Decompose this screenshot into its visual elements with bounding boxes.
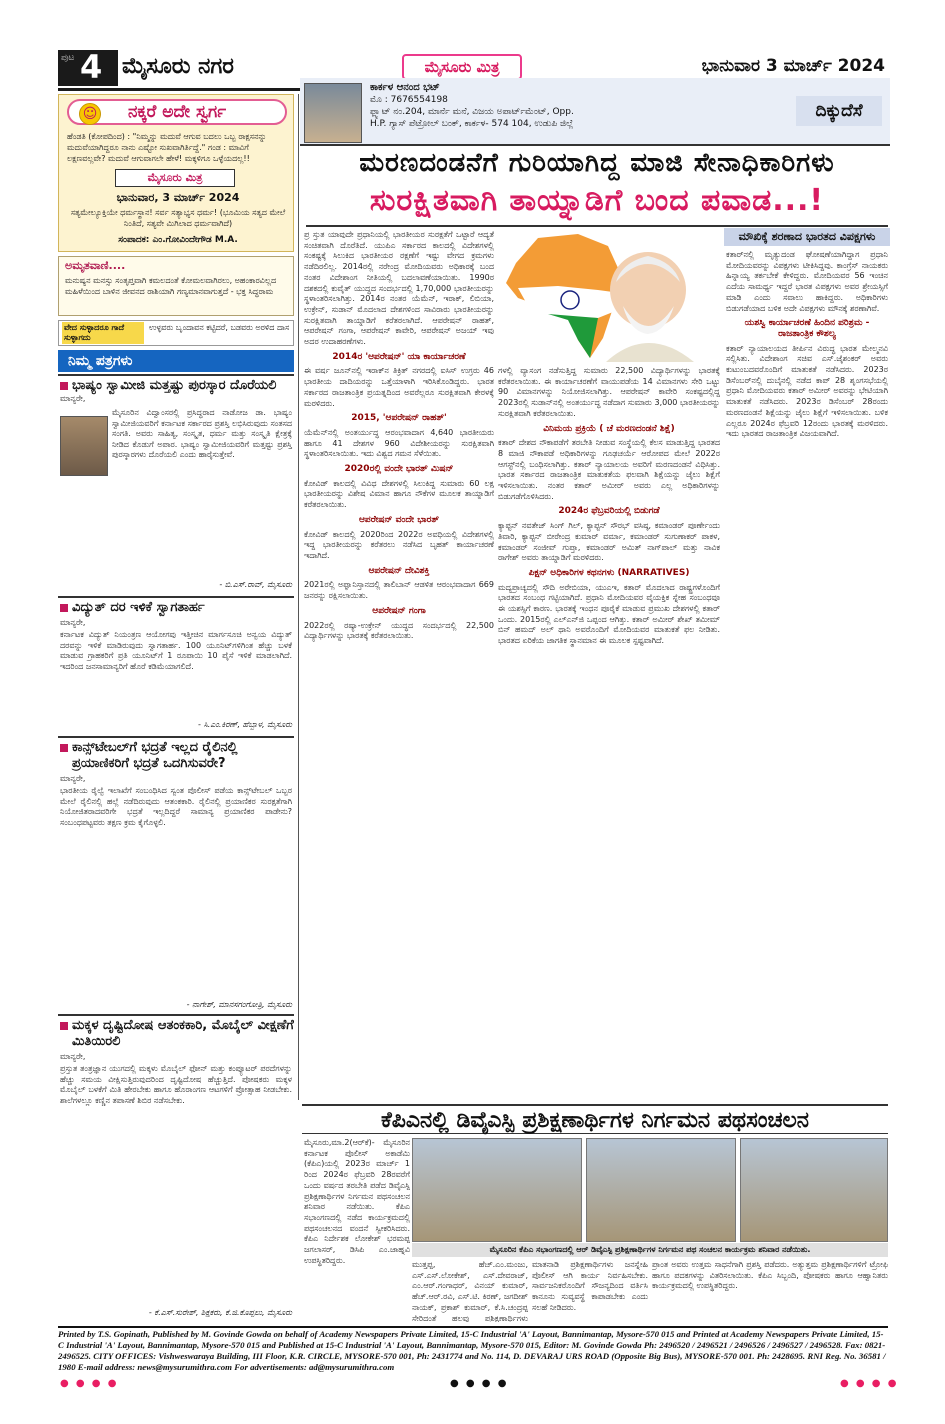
page-number: 4: [80, 48, 103, 86]
article-para: ಈ ವರ್ಷ ಜೂನ್‌ನಲ್ಲಿ ಇರಾಕ್‌ನ ತಿಕ್ರಿತ್ ನಗರದಲ್ಲಿ ಐಸಿಸ್ ಉಗ್ರರು 46 ಭಾರತೀಯ ದಾದಿಯರನ್ನು ಒತ್ತೆಯಾಳಾಗಿ ಇರಿಸಿಕೊಂಡಿದ್ದರು. ಭಾರತ ಸರ್ಕಾರದ ರಾಜತಾಂತ್ರಿಕ ಪ್ರಯತ್ನದಿಂದ ಅವರೆಲ್ಲರೂ ಸುರಕ್ಷಿತವಾಗಿ ಕೇರಳಕ್ಕೆ ಮರಳಿದರು.: [304, 366, 494, 408]
letter-salute: ಮಾನ್ಯರೇ,: [60, 1052, 86, 1061]
letter-title: ವಿದ್ಯುತ್ ದರ ಇಳಿಕೆ ಸ್ವಾಗತಾರ್ಹ: [58, 596, 294, 618]
column-name: ದಿಕ್ಕುದೆಸೆ: [796, 96, 882, 126]
letter-title: ಕಾನ್ಸ್‌ಟೇಬಲ್‌ಗೆ ಭದ್ರತೆ ಇಲ್ಲದ ರೈಲಿನಲ್ಲಿ ಪ್ರಯಾಣಿಕರಿಗೆ ಭದ್ರತೆ ಒದಗಿಸುವರೇ?: [58, 736, 294, 774]
letter-body: ಕರ್ನಾಟಕ ವಿದ್ಯುತ್ ನಿಯಂತ್ರಣ ಆಯೋಗವು ಇತ್ತೀಚಿನ ಮಾರ್ಗಸೂಚಿ ಅನ್ವಯ ವಿದ್ಯುತ್ ದರವನ್ನು ಇಳಿಕೆ ಮಾಡಿರುವುದು ಸ್ವಾಗತಾರ್ಹ. 100 ಯೂನಿಟ್‌ಗಳಿಗಿಂತ ಹೆಚ್ಚು ಬಳಕೆ ಮಾಡುವ ಗ್ರಾಹಕರಿಗೆ ಪ್ರತಿ ಯೂನಿಟ್‌ಗೆ 1 ರೂಪಾಯಿ 10 ಪೈಸೆ ಇಳಿಕೆ ಮಾಡಲಾಗಿದೆ. ಇದರಿಂದ ಜನಸಾಮಾನ್ಯರಿಗೆ ಹೊರೆ ಕಡಿಮೆಯಾಗಲಿದೆ.: [60, 630, 292, 671]
article-subhead: 2020ರಲ್ಲಿ ವಂದೇ ಭಾರತ್ ಮಿಷನ್: [344, 464, 454, 475]
portrait-photo: [60, 416, 108, 476]
mini-masthead: ಮೈಸೂರು ಮಿತ್ರ: [115, 169, 235, 187]
mini-date: ಭಾನುವಾರ, 3 ಮಾರ್ಚ್ 2024: [116, 191, 240, 204]
footer-rule: [58, 1326, 888, 1328]
registration-marks-icon: ● ● ● ●: [450, 1378, 509, 1389]
story2-column-2: ಮುತ್ತಪ್ಪ, ಹೆಚ್.ಎಂ.ಮಂಜು, ಎಸ್.ಎಸ್.ಲೋಕೇಶ್, ಎಸ್.ದೇವರಾಜ್, ಎಂ.ಆರ್.ಗಂಗಾಧರ್, ವಿನಯ್ ಕುಮಾರ್, ಹೆಚ್.ಆರ್.ರವಿ, ಎಸ್.ಟಿ. ಕಿರಣ್, ಜಗದೀಶ್ ನಾಯಕ್, ಪ್ರಕಾಶ್ ಕುಮಾರ್, ಕೆ.ಸಿ.ಚಂದ್ರಪ್ಪ ಸೇರಿದಂತೆ ಹಲವು ಪ್ರಶಿಕ್ಷಣಾರ್ಥಿಗಳು: [412, 1260, 528, 1322]
laughing-face-icon: ☺: [79, 103, 101, 125]
article-para: 2021ರಲ್ಲಿ ಅಫ್ಘಾನಿಸ್ತಾನದಲ್ಲಿ ತಾಲಿಬಾನ್ ಆಡಳಿತ ಆರಂಭವಾದಾಗ 669 ಜನರನ್ನು ರಕ್ಷಿಸಲಾಯಿತು.: [304, 580, 494, 601]
letter-signature: - ಬಿ.ಎಸ್.ರಾವ್, ಮೈಸೂರು: [219, 580, 292, 589]
modi-india-map-image: [498, 228, 722, 362]
imprint-footer: Printed by T.S. Gopinath, Published by M. Govinde Gowda on behalf of Academy Newspapers Private Limited, 15-C Industrial 'A' Layout, Bannimantap, Mysore-570 015 and Printed at Academy Newspapers Private Limited, 15-C Industrial 'A' Layout, Bannimantap, Mysore-570 015 and Published at 15-C Industrial 'A' Layout, Bannimantap, Mysore-570 015, Editor: M. Govinde Gowda Ph: 2496520 / 2496521 / 2496526 / 2496527 / 2496528. Fax: 0821-2496525. CITY OFFICES: Vishweswaraya Building, III Floor, K.R. CIRCLE, MYSORE-570 001, Ph: 2431774 and No. 114, D. DEVARAJ URS ROAD (Opposite Big Bus), MYSORE-570 001. Ph: 2428695. RNI Reg. No. 36581 / 1980 E-mail address: news@mysurumithra.com For advertisements: ad@mysurumithra.com: [58, 1329, 886, 1372]
joke-text: ಹೆಂಡತಿ (ಕೋಪದಿಂದ) : "ನಿಮ್ಮನ್ನು ಮದುವೆ ಆಗುವ ಬದಲು ಒಬ್ಬ ರಾಕ್ಷಸನನ್ನು ಮದುವೆಯಾಗಿದ್ದರೂ ನಾನು ಎಷ್ಟೋ ಸುಖವಾಗಿರ್ತಿದ್ದೆ." ಗಂಡ : ಮಾವಿಗೆ ಲಕ್ಷಣವಲ್ಲವೇ? ಮದುವೆ ಆಗುವಾಗಲೇ ಹೇಳೆ! ಮಕ್ಕಳಿಗೂ ಒಳ್ಳೆಯದಲ್ಲ!!: [67, 132, 267, 163]
article-subhead: 2015, 'ಆಪರೇಷನ್ ರಾಹತ್': [351, 413, 447, 424]
author-details: [370, 82, 574, 130]
quote-text: ಮನುಷ್ಯನ ಮನಸ್ಸು ಸಂತೃಪ್ತವಾಗಿ ಕಮಲದಂತೆ ಕೋಮಲವಾಗಿರಲು, ಅಹಂಕಾರವಿಲ್ಲದ ಮಹಿಳೆಯಿಂದ ಬಾಳಿನ ಜೀವನದ ರಾಶಿಯಾಗಿ ಗಣ್ಯಮಾನವಾಗುತ್ತದೆ - ಭಕ್ತ ಸಿದ್ಧರಾಮ: [65, 276, 277, 296]
letter-signature: - ನಾಗೇಶ್, ಮಾನಸಗಂಗೋತ್ರಿ, ಮೈಸೂರು: [186, 1000, 292, 1009]
article-subhead: ವಿನಿಮಯ ಪ್ರಕ್ರಿಯೆ ( ಚೆ ಮರಣದಂಡನೆ ಶಿಕ್ಷೆ): [543, 423, 675, 434]
headline-secondary: ಸುರಕ್ಷಿತವಾಗಿ ತಾಯ್ನಾಡಿಗೆ ಬಂದ ಪವಾಡ...!: [369, 183, 825, 218]
registration-marks-icon: ● ● ● ●: [60, 1378, 119, 1389]
salute-photo: [740, 1138, 888, 1242]
article-para: ಪ್ರ ಸ್ತುತ ಯಾವುದೇ ಪ್ರಧಾನಿಯಲ್ಲಿ ಭಾರತೀಯರ ಸುರಕ್ಷತೆಗೆ ಒಟ್ಟಾರೆ ಆದ್ಯತೆ ಸಂಚಿತವಾಗಿ ದೊರೆತಿದೆ. ಯುಪಿಎ ಸರ್ಕಾರದ ಕಾಲದಲ್ಲಿ ವಿದೇಶಗಳಲ್ಲಿ ಸಂಕಷ್ಟಕ್ಕೆ ಸಿಲುಕಿದ ಭಾರತೀಯರ ರಕ್ಷಣೆಗೆ ಇಷ್ಟು ವೇಗದ ಕ್ರಮಗಳು ನಡೆದಿರಲಿಲ್ಲ. 2014ರಲ್ಲಿ ನರೇಂದ್ರ ಮೋದಿಯವರು ಅಧಿಕಾರಕ್ಕೆ ಬಂದ ನಂತರ ವಿದೇಶಾಂಗ ನೀತಿಯಲ್ಲಿ ಬದಲಾವಣೆಯಾಯಿತು. 1990ರ ದಶಕದಲ್ಲಿ ಕುವೈತ್ ಯುದ್ಧದ ಸಂದರ್ಭದಲ್ಲಿ 1,70,000 ಭಾರತೀಯರನ್ನು ಸ್ಥಳಾಂತರಿಸಲಾಗಿತ್ತು. 2014ರ ನಂತರ ಯೆಮೆನ್, ಇರಾಕ್, ಲಿಬಿಯಾ, ಉಕ್ರೇನ್, ಸುಡಾನ್ ಮೊದಲಾದ ದೇಶಗಳಿಂದ ಸಾವಿರಾರು ಭಾರತೀಯರನ್ನು ಸುರಕ್ಷಿತವಾಗಿ ತಾಯ್ನಾಡಿಗೆ ಕರೆತರಲಾಗಿದೆ. ಆಪರೇಷನ್ ರಾಹತ್, ಆಪರೇಷನ್ ಗಂಗಾ, ಆಪರೇಷನ್ ಕಾವೇರಿ, ಆಪರೇಷನ್ ಅಜಯ್ ಇವು ಅದರ ಉದಾಹರಣೆಗಳು.: [304, 230, 494, 347]
article-column-1: [304, 230, 494, 1100]
author-name: ಕಾರ್ಕಳ ಆನಂದ ಭಟ್: [370, 82, 440, 93]
article-para: ಗಳಲ್ಲಿ ವ್ಯಾಸಂಗ ನಡೆಸುತ್ತಿದ್ದ ಸುಮಾರು 22,500 ವಿದ್ಯಾರ್ಥಿಗಳನ್ನು ಭಾರತಕ್ಕೆ ಕರೆತರಲಾಯಿತು. ಈ ಕಾರ್ಯಾಚರಣೆಗೆ ವಾಯುಪಡೆಯ 14 ವಿಮಾನಗಳು ಸೇರಿ ಒಟ್ಟು 90 ವಿಮಾನಗಳನ್ನು ನಿಯೋಜಿಸಲಾಗಿತ್ತು. ಆಪರೇಷನ್ ಕಾವೇರಿ ಸಂಕಷ್ಟದಲ್ಲಿದ್ದ 2023ರಲ್ಲಿ ಸುಡಾನ್‌ನಲ್ಲಿ ಅಂತರ್ಯುದ್ಧ ನಡೆದಾಗ ಸುಮಾರು 3,000 ಭಾರತೀಯರನ್ನು ಸುರಕ್ಷಿತವಾಗಿ ಕರೆತರಲಾಯಿತು.: [498, 366, 720, 418]
article-column-2: [498, 366, 720, 1100]
letter-salute: ಮಾನ್ಯರೇ,: [60, 394, 86, 403]
article-subhead: ಆಪರೇಷನ್ ವಂದೇ ಭಾರತ್: [358, 514, 440, 525]
headline-rule: [306, 225, 888, 227]
article-subhead: ಆಪರೇಷನ್ ಗಂಗಾ: [372, 605, 426, 616]
article-subhead: 2014ರ 'ಆಪರೇಷನ್' ಯಾ ಕಾರ್ಯಾಚರಣೆ: [332, 351, 466, 362]
mini-editor: ಸಂಪಾದಕ: ಎಂ.ಗೋವಿಂದೇಗೌಡ M.A.: [118, 235, 238, 245]
letter-body: ಮೈಸೂರಿನ ವಿದ್ವಾಂಸರಲ್ಲಿ ಪ್ರಸಿದ್ಧರಾದ ನಾಡೋಜ ಡಾ. ಭಾಷ್ಯಂ ಸ್ವಾಮೀಜಿಯವರಿಗೆ ಕರ್ನಾಟಕ ಸರ್ಕಾರದ ಪ್ರಶಸ್ತಿ ಲಭಿಸಿರುವುದು ಸಂತಸದ ಸಂಗತಿ. ಅವರು ಸಾಹಿತ್ಯ, ಸಂಸ್ಕೃತ, ಧರ್ಮ ಮತ್ತು ಸಂಸ್ಕೃತಿ ಕ್ಷೇತ್ರಕ್ಕೆ ನೀಡಿದ ಕೊಡುಗೆ ಅಪಾರ. ಭಾಷ್ಯಂ ಸ್ವಾಮೀಜಿಯವರಿಗೆ ಮತ್ತಷ್ಟು ಪ್ರಶಸ್ತಿ ಪುರಸ್ಕಾರಗಳು ದೊರೆಯಲಿ ಎಂದು ಹಾರೈಸುತ್ತೇವೆ.: [112, 408, 292, 460]
article-para: ಕತಾರ್ ನ್ಯಾಯಾಲಯದ ತೀರ್ಪಿನ ವಿರುದ್ಧ ಭಾರತ ಮೇಲ್ಮನವಿ ಸಲ್ಲಿಸಿತು. ವಿದೇಶಾಂಗ ಸಚಿವ ಎಸ್.ಜೈಶಂಕರ್ ಅವರು ಕುಟುಂಬದವರೊಂದಿಗೆ ಮಾತುಕತೆ ನಡೆಸಿದರು. 2023ರ ಡಿಸೆಂಬರ್‌ನಲ್ಲಿ ದುಬೈನಲ್ಲಿ ನಡೆದ ಕಾಪ್ 28 ಶೃಂಗಸಭೆಯಲ್ಲಿ ಪ್ರಧಾನಿ ಮೋದಿಯವರು ಕತಾರ್ ಅಮೀರ್ ಅವರನ್ನು ಭೇಟಿಯಾಗಿ ಮಾತುಕತೆ ನಡೆಸಿದರು. 2023ರ ಡಿಸೆಂಬರ್ 28ರಂದು ಮರಣದಂಡನೆ ಶಿಕ್ಷೆಯನ್ನು ಜೈಲು ಶಿಕ್ಷೆಗೆ ಇಳಿಸಲಾಯಿತು. ಬಳಿಕ ಎಲ್ಲರೂ 2024ರ ಫೆಬ್ರವರಿ 12ರಂದು ಭಾರತಕ್ಕೆ ಮರಳಿದರು. ಇದು ಭಾರತದ ರಾಜತಾಂತ್ರಿಕ ವಿಜಯವಾಗಿದೆ.: [726, 343, 888, 439]
page-label: ಪುಟ: [61, 53, 75, 63]
headline-primary: ಮರಣದಂಡನೆಗೆ ಗುರಿಯಾಗಿದ್ದ ಮಾಜಿ ಸೇನಾಧಿಕಾರಿಗಳು: [359, 148, 835, 178]
proverb-right: ಉಳ್ಳವರು ಬೃಂದಾವನ ಕಟ್ಟಿದರೆ, ಬಡವರು ಅರಳಿದ ದಾಸ: [149, 323, 290, 332]
article-para: ಕತಾರ್ ದೇಶದ ನೌಕಾಪಡೆಗೆ ತರಬೇತಿ ನೀಡುವ ಸಂಸ್ಥೆಯಲ್ಲಿ ಕೆಲಸ ಮಾಡುತ್ತಿದ್ದ ಭಾರತದ 8 ಮಾಜಿ ನೌಕಾಪಡೆ ಅಧಿಕಾರಿಗಳನ್ನು ಗೂಢಚರ್ಯೆ ಆರೋಪದ ಮೇಲೆ 2022ರ ಆಗಸ್ಟ್‌ನಲ್ಲಿ ಬಂಧಿಸಲಾಗಿತ್ತು. ಕತಾರ್ ನ್ಯಾಯಾಲಯ ಅವರಿಗೆ ಮರಣದಂಡನೆ ವಿಧಿಸಿತ್ತು. ಭಾರತ ಸರ್ಕಾರದ ರಾಜತಾಂತ್ರಿಕ ಮಾತುಕತೆಯ ಫಲವಾಗಿ ಶಿಕ್ಷೆಯನ್ನು ಜೈಲು ಶಿಕ್ಷೆಗೆ ಇಳಿಸಲಾಯಿತು. ನಂತರ ಕತಾರ್ ಅಮೀರ್ ಅವರು ಎಲ್ಲ ಅಧಿಕಾರಿಗಳನ್ನು ಬಿಡುಗಡೆಗೊಳಿಸಿದರು.: [498, 438, 720, 501]
issue-date: ಭಾನುವಾರ 3 ಮಾರ್ಚ್ 2024: [701, 56, 885, 76]
story2-column-4: ಪ್ರಾಂತ ಅವರು ಉತ್ತಮ ಸಾಧನೆಗಾಗಿ ಪ್ರಶಸ್ತಿ ಪಡೆದರು. ಅತ್ಯುತ್ತಮ ಪ್ರಶಿಕ್ಷಣಾರ್ಥಿಗಳಿಗೆ ಟ್ರೋಫಿ ಹಾಗೂ ಪದಕಗಳನ್ನು ವಿತರಿಸಲಾಯಿತು. ಕೆಪಿಎ ಸಿಬ್ಬಂದಿ, ಪೋಷಕರು ಹಾಗೂ ಆಹ್ವಾನಿತರು ಕಾರ್ಯಕ್ರಮದಲ್ಲಿ ಉಪಸ್ಥಿತರಿದ್ದರು.: [652, 1260, 888, 1291]
article-para: 2022ರಲ್ಲಿ ರಷ್ಯಾ-ಉಕ್ರೇನ್ ಯುದ್ಧದ ಸಂದರ್ಭದಲ್ಲಿ 22,500 ವಿದ್ಯಾರ್ಥಿಗಳನ್ನು ಭಾರತಕ್ಕೆ ಕರೆತರಲಾಯಿತು.: [304, 620, 494, 641]
letters-header: ನಿಮ್ಮ ಪತ್ರಗಳು: [58, 350, 294, 372]
article-subhead: 2024ರ ಫೆಬ್ರವರಿಯಲ್ಲಿ ಬಿಡುಗಡೆ: [558, 506, 660, 517]
proverb-left: ವೇದ ಸುಳ್ಳಾದರೂ ಗಾದೆ ಸುಳ್ಳಾಗದು: [62, 322, 144, 344]
article-para: ಕೋವಿಡ್ ಕಾಲದಲ್ಲಿ 2020ರಿಂದ 2022ರ ಅವಧಿಯಲ್ಲಿ ವಿದೇಶಗಳಲ್ಲಿ ಇದ್ದ ಭಾರತೀಯರನ್ನು ಕರೆತರಲು ನಡೆಸಿದ ಬೃಹತ್ ಕಾರ್ಯಾಚರಣೆ ಇದಾಗಿದೆ.: [304, 529, 494, 560]
article-subhead: ಆಪರೇಷನ್ ದೇವಿಶಕ್ತಿ: [368, 565, 430, 576]
group-photo: [412, 1138, 582, 1242]
author-address-line2: H.P. ಗ್ಯಾಸ್ ಪೆಟ್ರೋಲ್ ಬಂಕ್, ಕಾರ್ಕಳ- 574 104, ಉಡುಪಿ ಜಿಲ್ಲೆ: [370, 119, 574, 129]
article-column-3: [726, 250, 888, 1100]
letter-title: ಭಾಷ್ಯಂ ಸ್ವಾಮೀಜಿ ಮತ್ತಷ್ಟು ಪುರಸ್ಕಾರ ದೊರೆಯಲಿ: [58, 374, 294, 396]
mini-tagline: ಸತ್ಯಮೇಲ್ಯೂಕ್ತಿಯೇ ಧರ್ಮಸ್ಥಾನ! ಸರ್ವ ಸತ್ಯಾಭ್ಯಸ ಧರ್ಮ! (ಭೂಮಿಯ ಸತ್ಯದ ಮೇಲೆ ನಿಂತಿದೆ, ಸತ್ಯವೇ ಮಿಗಿಲಾದ ಧರ್ಮವಾಗಿದೆ): [70, 208, 286, 228]
joke-title: ನಕ್ಕರೆ ಅದೇ ಸ್ವರ್ಗ: [127, 102, 227, 122]
proverb-box: [58, 320, 294, 346]
joke-box: [58, 94, 294, 252]
letter-signature: - ಸಿ.ಎಂ.ಕಿರಣ್, ಹೆಬ್ಬಾಳ, ಮೈಸೂರು: [198, 720, 292, 729]
story2-headline: ಕೆಪಿಎನಲ್ಲಿ ಡಿವೈಎಸ್ಪಿ ಪ್ರಶಿಕ್ಷಣಾರ್ಥಿಗಳ ನಿರ್ಗಮನ ಪಥಸಂಚಲನ: [302, 1104, 888, 1134]
story2-column-3: ಮಾತನಾಡಿ ಪ್ರಶಿಕ್ಷಣಾರ್ಥಿಗಳು ಜನಸ್ನೇಹಿ ಪೊಲೀಸ್ ಆಗಿ ಕಾರ್ಯ ನಿರ್ವಹಿಸಬೇಕು. ಸಾರ್ವಜನಿಕರೊಂದಿಗೆ ಸೌಜನ್ಯದಿಂದ ವರ್ತಿಸಿ ಕಾನೂನು ಸುವ್ಯವಸ್ಥೆ ಕಾಪಾಡಬೇಕು ಎಂದು ಸಲಹೆ ನೀಡಿದರು.: [532, 1260, 648, 1312]
photo-caption: ಮೈಸೂರಿನ ಕೆಪಿಎ ಸಭಾಂಗಣದಲ್ಲಿ ಆರ್ ಡಿವೈಎಸ್ಪಿ ಪ್ರಶಿಕ್ಷಣಾರ್ಥಿಗಳ ನಿರ್ಗಮನ ಪಥ ಸಂಚಲನ ಕಾರ್ಯಕ್ರಮ ಶನಿವಾರ ನಡೆಯಿತು.: [412, 1243, 888, 1257]
author-phone: ಮೊ : 7676554198: [370, 95, 448, 105]
letter-title: ಮಕ್ಕಳ ದೃಷ್ಟಿದೋಷ ಆತಂಕಕಾರಿ, ಮೊಬೈಲ್ ವೀಕ್ಷಣೆಗೆ ಮಿತಿಯಿರಲಿ: [58, 1014, 294, 1052]
author-box: [300, 78, 890, 146]
registration-marks-icon: ● ● ● ●: [840, 1378, 899, 1389]
page-number-badge: [58, 50, 118, 86]
author-address-line1: ಫ್ಲ್ಯಾಟ್ ನಂ.204, ಮಾರ್ನೆ ಮನೆ, ವಿಜಯ ಅಪಾರ್ಟ್‌ಮೆಂಟ್, Opp.: [370, 107, 574, 117]
article-subhead: ಯಶಸ್ವಿ ಕಾರ್ಯಾಚರಣೆ ಹಿಂದಿನ ಪರಿಶ್ರಮ - ರಾಜತಾಂತ್ರಿಕ ಕೌಶಲ್ಯ: [744, 318, 870, 339]
quote-title: ಅಮೃತವಾಣಿ....: [65, 259, 126, 272]
story2-column-1: ಮೈಸೂರು,ಮಾ.2(ಆರ್‌ಕೆ)- ಮೈಸೂರಿನ ಕರ್ನಾಟಕ ಪೊಲೀಸ್ ಅಕಾಡೆಮಿ (ಕೆಪಿಎ)ಯಲ್ಲಿ 2023ರ ಮಾರ್ಚ್ 1 ರಿಂದ 2024ರ ಫೆಬ್ರವರಿ 28ರವರೆಗೆ ಒಂದು ವರ್ಷದ ತರಬೇತಿ ಪಡೆದ ಡಿವೈಎಸ್ಪಿ ಪ್ರಶಿಕ್ಷಣಾರ್ಥಿಗಳ ನಿರ್ಗಮನ ಪಥಸಂಚಲನ ಶನಿವಾರ ನಡೆಯಿತು. ಕೆಪಿಎ ಸಭಾಂಗಣದಲ್ಲಿ ನಡೆದ ಕಾರ್ಯಕ್ರಮದಲ್ಲಿ ಪಥಸಂಚಲನದ ವಂದನೆ ಸ್ವೀಕರಿಸಿದರು. ಕೆಪಿಎ ನಿರ್ದೇಶಕ ಲೋಕೇಶ್ ಭರಮಪ್ಪ ಜಗಲಾಸರ್, ಡಿಸಿಪಿ ಎಂ.ಜಾಹ್ನವಿ ಉಪಸ್ಥಿತರಿದ್ದರು.: [304, 1138, 410, 1265]
quote-box: [58, 256, 294, 316]
paper-logo: ಮೈಸೂರು ಮಿತ್ರ: [402, 54, 522, 80]
letter-signature: - ಕೆ.ಎಸ್.ಸುರೇಶ್, ಶಿಕ್ಷಕರು, ಕೆ.ಜಿ.ಕೊಪ್ಪಲು, ಮೈಸೂರು: [148, 1308, 292, 1317]
author-photo: [304, 83, 362, 143]
parade-photo: [586, 1138, 736, 1242]
article-para: ಮದ್ಯಪ್ರಾಚ್ಯದಲ್ಲಿ ಸೌದಿ ಅರೇಬಿಯಾ, ಯುಎಇ, ಕತಾರ್ ಮೊದಲಾದ ರಾಷ್ಟ್ರಗಳೊಂದಿಗೆ ಭಾರತದ ಸಂಬಂಧ ಗಟ್ಟಿಯಾಗಿದೆ. ಪ್ರಧಾನಿ ಮೋದಿಯವರ ವೈಯಕ್ತಿಕ ಸ್ನೇಹ ಸಂಬಂಧವೂ ಈ ಯಶಸ್ಸಿಗೆ ಕಾರಣ. ಭಾರತಕ್ಕೆ ಇಂಧನ ಪೂರೈಕೆ ಮಾಡುವ ಪ್ರಮುಖ ದೇಶಗಳಲ್ಲಿ ಕತಾರ್ ಒಂದು. 2015ರಲ್ಲಿ ಎಲ್‌ಎನ್‌ಜಿ ಒಪ್ಪಂದ ಆಗಿತ್ತು. ಕತಾರ್ ಅಮೀರ್ ಶೇಖ್ ತಮೀಮ್ ಬಿನ್ ಹಮದ್ ಅಲ್ ಥಾನಿ ಅವರೊಂದಿಗೆ ಮೋದಿಯವರ ಮಾತುಕತೆ ಫಲ ನೀಡಿತು. ಭಾರತದ ಏರಿಕೆಯ ಜಾಗತಿಕ ಸ್ಥಾನಮಾನ ಈ ಮೂಲಕ ಸ್ಪಷ್ಟವಾಗಿದೆ.: [498, 582, 720, 646]
section-title: ಮೈಸೂರು ನಗರ: [122, 54, 234, 79]
article-para: ಕೋವಿಡ್ ಕಾಲದಲ್ಲಿ ವಿವಿಧ ದೇಶಗಳಲ್ಲಿ ಸಿಲುಕಿದ್ದ ಸುಮಾರು 60 ಲಕ್ಷ ಭಾರತೀಯರನ್ನು ವಿಶೇಷ ವಿಮಾನ ಹಾಗೂ ನೌಕೆಗಳ ಮೂಲಕ ತಾಯ್ನಾಡಿಗೆ ಕರೆತರಲಾಯಿತು.: [304, 478, 494, 510]
letter-salute: ಮಾನ್ಯರೇ,: [60, 774, 86, 783]
letter-salute: ಮಾನ್ಯರೇ,: [60, 618, 86, 627]
article-para: ಕ್ಯಾಪ್ಟನ್ ನವತೇಜ್ ಸಿಂಗ್ ಗಿಲ್, ಕ್ಯಾಪ್ಟನ್ ಸೌರಭ್ ವಸಿಷ್ಠ, ಕಮಾಂಡರ್ ಪೂರ್ಣೇಂದು ತಿವಾರಿ, ಕ್ಯಾಪ್ಟನ್ ಬೀರೇಂದ್ರ ಕುಮಾರ್ ವರ್ಮಾ, ಕಮಾಂಡರ್ ಸುಗುಣಾಕರ್ ಪಾಕಳ, ಕಮಾಂಡರ್ ಸಂಜೀವ್ ಗುಪ್ತಾ, ಕಮಾಂಡರ್ ಅಮಿತ್ ನಾಗ್‌ಪಾಲ್ ಮತ್ತು ನಾವಿಕ ರಾಗೇಶ್ ಅವರು ತಾಯ್ನಾಡಿಗೆ ಮರಳಿದರು.: [498, 521, 720, 563]
column-divider: [298, 94, 299, 1100]
joke-title-banner: [67, 99, 287, 125]
sidebar-title: ಮೌಖಿಕ್ಕೆ ಶರಣಾದ ಭಾರತದ ವಿಪಕ್ಷಗಳು: [724, 228, 890, 246]
article-subhead: ಪಿಕ್ಷನ್ ಅಧಿಕಾರಿಗಳ ಕಥನಗಳು (NARRATIVES): [528, 567, 690, 578]
article-para: ಯೆಮೆನ್‌ನಲ್ಲಿ ಅಂತರ್ಯುದ್ಧ ಆರಂಭವಾದಾಗ 4,640 ಭಾರತೀಯರು ಹಾಗೂ 41 ದೇಶಗಳ 960 ವಿದೇಶೀಯರನ್ನು ಸುರಕ್ಷಿತವಾಗಿ ಸ್ಥಳಾಂತರಿಸಲಾಯಿತು. ಇದು ವಿಶ್ವದ ಗಮನ ಸೆಳೆಯಿತು.: [304, 427, 494, 459]
letter-body: ಭಾರತೀಯ ರೈಲ್ವೆ ಇಲಾಖೆಗೆ ಸಂಬಂಧಿಸಿದ ಸ್ವಂತ ಪೊಲೀಸ್ ಪಡೆಯ ಕಾನ್ಸ್‌ಟೇಬಲ್ ಒಬ್ಬರ ಮೇಲೆ ರೈಲಿನಲ್ಲಿ ಹಲ್ಲೆ ನಡೆದಿರುವುದು ಆತಂಕಕಾರಿ. ರೈಲಿನಲ್ಲಿ ಪ್ರಯಾಣಿಕರ ಸುರಕ್ಷತೆಗಾಗಿ ನಿಯೋಜಿತರಾದವರಿಗೇ ಭದ್ರತೆ ಇಲ್ಲದಿದ್ದರೆ ಸಾಮಾನ್ಯ ಪ್ರಯಾಣಿಕರ ಪಾಡೇನು? ಸಂಬಂಧಪಟ್ಟವರು ತಕ್ಷಣ ಕ್ರಮ ಕೈಗೊಳ್ಳಲಿ.: [60, 786, 292, 827]
letter-body: ಪ್ರಸ್ತುತ ತಂತ್ರಜ್ಞಾನ ಯುಗದಲ್ಲಿ ಮಕ್ಕಳು ಮೊಬೈಲ್ ಫೋನ್ ಮತ್ತು ಕಂಪ್ಯೂಟರ್ ಪರದೆಗಳನ್ನು ಹೆಚ್ಚು ಸಮಯ ವೀಕ್ಷಿಸುತ್ತಿರುವುದರಿಂದ ದೃಷ್ಟಿದೋಷ ಹೆಚ್ಚುತ್ತಿದೆ. ಪೋಷಕರು ಮಕ್ಕಳ ಮೊಬೈಲ್ ಬಳಕೆಗೆ ಮಿತಿ ಹೇರಬೇಕು ಹಾಗೂ ಹೊರಾಂಗಣ ಆಟಗಳಿಗೆ ಪ್ರೋತ್ಸಾಹ ನೀಡಬೇಕು. ಶಾಲೆಗಳಲ್ಲೂ ಕಣ್ಣಿನ ತಪಾಸಣೆ ಶಿಬಿರ ನಡೆಸಬೇಕು.: [60, 1064, 292, 1105]
article-para: ಕತಾರ್‌ನಲ್ಲಿ ಮೃತ್ಯುದಂಡ ಘೋಷಣೆಯಾಗಿದ್ದಾಗ ಪ್ರಧಾನಿ ಮೋದಿಯವರನ್ನು ವಿಪಕ್ಷಗಳು ಟೀಕಿಸಿದ್ದವು. ಕಾಂಗ್ರೆಸ್ ನಾಯಕರು ಹಿನ್ನಾಯ್ಯ ತರ್ಕಬೇಕೆ ಕೇಳಿದ್ದರು. ಮೋದಿಯವರ 56 ಇಂಚಿನ ಎದೆಯ ಸಾಮರ್ಥ್ಯ ಇದ್ದರೆ ಭಾರತ ವಿಪಕ್ಷಗಳು ಅವರ ಶ್ರೇಯಸ್ಸಿಗೆ ಮಾಡಿ ಎಂದು ಸವಾಲು ಹಾಕಿದ್ದರು. ಅಧಿಕಾರಿಗಳು ಬಿಡುಗಡೆಯಾದ ಬಳಿಕ ಅದೇ ವಿಪಕ್ಷಗಳು ಮೌನಕ್ಕೆ ಶರಣಾಗಿವೆ.: [726, 250, 888, 313]
